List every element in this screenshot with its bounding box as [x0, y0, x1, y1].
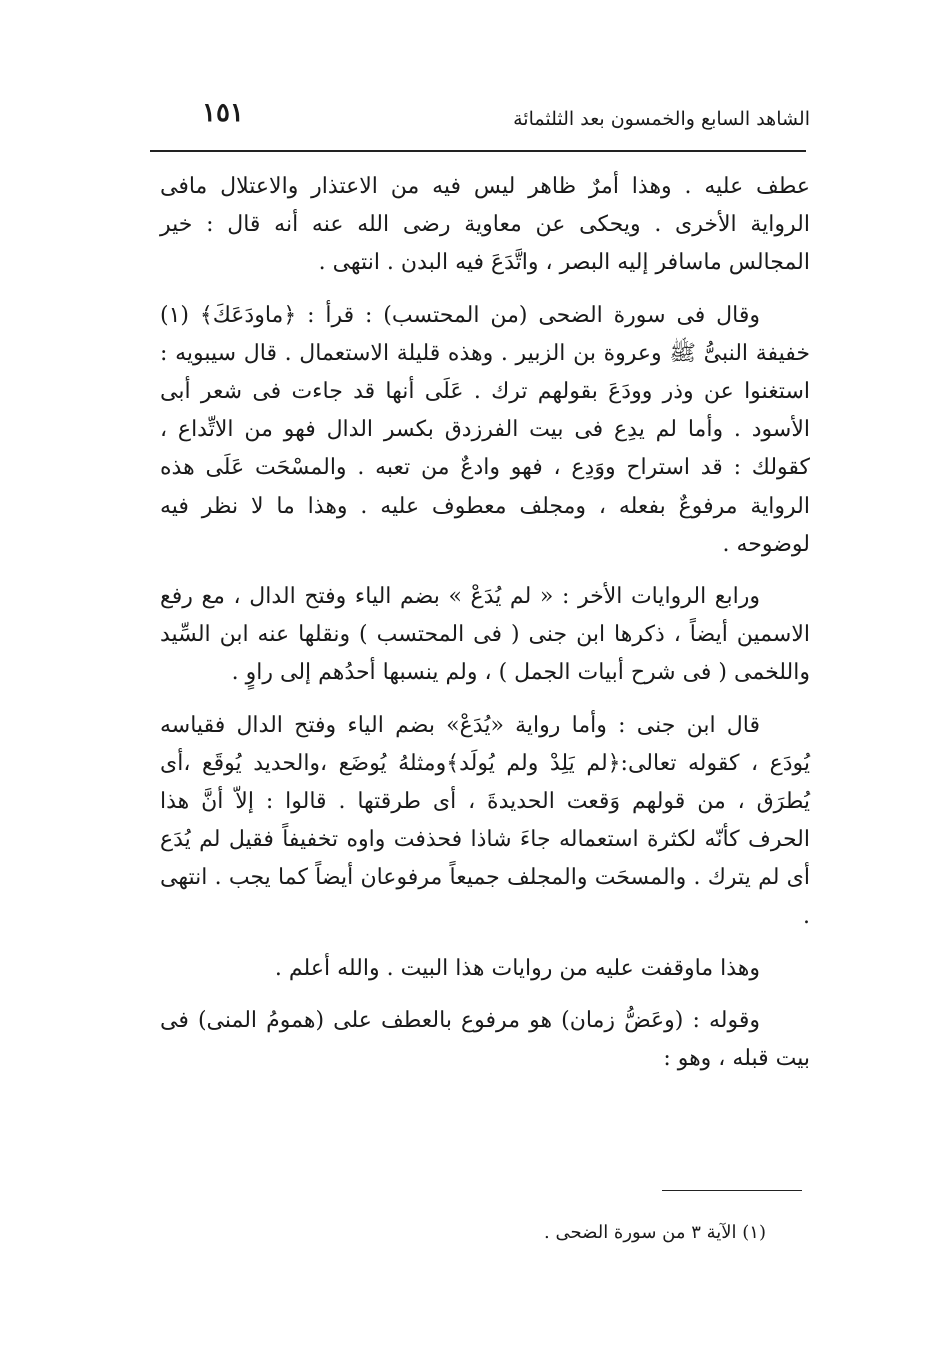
header-rule [150, 150, 806, 152]
paragraph: وقال فى سورة الضحى (من المحتسب) : قرأ : ﴿ماودَعَكَ﴾ (١) خفيفة النبىُّ ﷺ وعروة بن الزبير . وهذه قليلة الاستعمال . قال سيبويه : استغنوا عن وذر وودَعَ بقولهم ترك . عَلَى أنها قد جاءت فى شعر أبى الأسود . وأما لم يدِع فى بيت الفرزدق بكسر الدال فهو من الاتِّداع ، كقولك : قد استراح ووَدِع ، فهو وادعٌ من تعبه . والمسْحَت عَلَى هذه الرواية مرفوعٌ بفعله ، ومجلف معطوف عليه . وهذا ما لا نظر فيه لوضوحه . [160, 302, 810, 557]
page-header [150, 96, 810, 136]
running-title: الشاهد السابع والخمسون بعد الثلثمائة [513, 108, 810, 130]
paragraph: وقوله : (وعَضُّ زمان) هو مرفوع بالعطف على (همومُ المنى) فى بيت قبله ، وهو : [160, 1008, 810, 1072]
body-text [160, 168, 810, 1092]
paragraph: ورابع الروايات الأخر : « لم يُدَعْ » بضم الياء وفتح الدال ، مع رفع الاسمين أيضاً ، ذكرها ابن جنى ( فى المحتسب ) ونقلها عنه ابن السِّيد واللخمى ( فى شرح أبيات الجمل ) ، ولم ينسبها أحدُهم إلى راوٍ . [160, 584, 810, 686]
paragraph: قال ابن جنى : وأما رواية «يُدَعْ» بضم الياء وفتح الدال فقياسه يُودَع ، كقوله تعالى:﴿لم يَلِدْ ولم يُولَد﴾ومثلهُ يُوضَع ،والحديد يُوقَع ،أى يُطرَق ، من قولهم وَقعت الحديدةَ ، أى طرقتها . قالوا : إلاّ أنَّ هذا الحرف كأنّه لكثرة استعماله جاءَ شاذا فحذفت واوه تخفيفاً فقيل لم يُدَع أى لم يترك . والمسحَت والمجلف جميعاً مرفوعان أيضاً كما يجب . انتهى . [160, 712, 810, 929]
paragraph: وهذا ماوقفت عليه من روايات هذا البيت . والله أعلم . [274, 955, 760, 981]
footnote-rule [662, 1190, 802, 1191]
paragraph: عطف عليه . وهذا أمرٌ ظاهر ليس فيه من الاعتذار والاعتلال مافى الرواية الأخرى . ويحكى عن معاوية رضى الله عنه أنه قال : خير المجالس ماسافر إليه البصر ، واتَّدَعَ فيه البدن . انتهى . [160, 174, 810, 276]
page-number: ١٥١ [202, 98, 244, 128]
footnote: (١) الآية ٣ من سورة الضحى . [544, 1222, 766, 1243]
